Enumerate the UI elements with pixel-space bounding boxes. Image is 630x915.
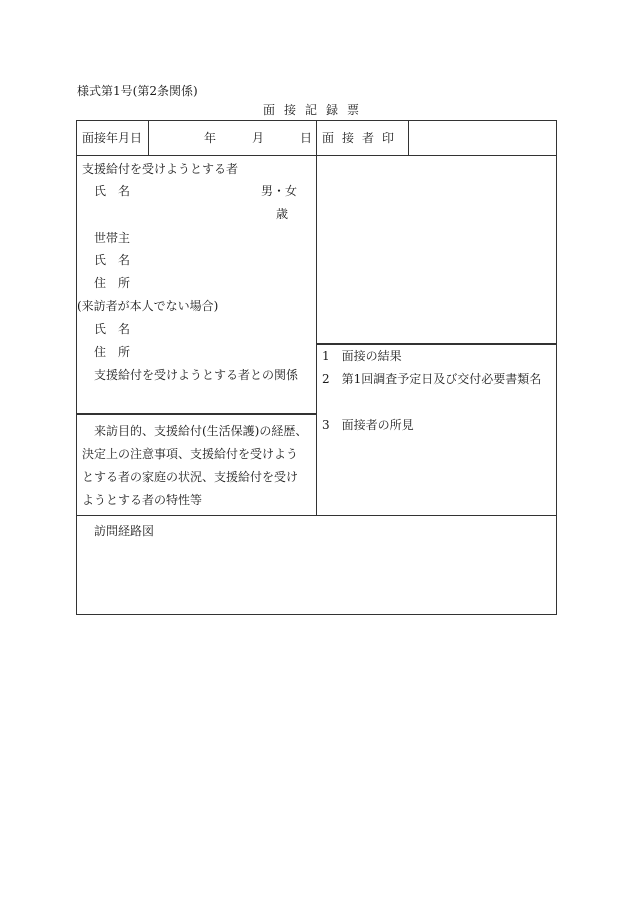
form-id: 様式第1号(第2条関係) xyxy=(77,84,198,98)
table-left-border xyxy=(76,120,77,614)
visitor-address-label: 住所 xyxy=(94,345,143,359)
result-item-2: 2 第1回調査予定日及び交付必要書類名 xyxy=(322,372,542,386)
interview-date-label: 面接年月日 xyxy=(82,131,143,145)
visit-purpose-line-2: 決定上の注意事項、支援給付を受けよう xyxy=(82,447,299,461)
visit-purpose-line-4: ようとする者の特性等 xyxy=(82,493,203,507)
route-map-area[interactable] xyxy=(77,545,555,613)
date-label-divider xyxy=(148,120,149,155)
gender-field[interactable]: 男・女 xyxy=(261,184,298,198)
applicant-heading: 支援給付を受けようとする者 xyxy=(82,162,239,176)
visitor-note: (来訪者が本人でない場合) xyxy=(77,299,219,313)
householder-address-label: 住所 xyxy=(94,276,143,290)
interviewer-seal-field[interactable] xyxy=(409,121,555,154)
result-item-3: 3 面接者の所見 xyxy=(322,418,414,432)
table-right-border xyxy=(556,120,557,614)
result-item-1: 1 面接の結果 xyxy=(322,349,402,363)
day-field[interactable]: 日 xyxy=(300,131,313,145)
month-field[interactable]: 月 xyxy=(252,131,265,145)
householder-name-label: 氏名 xyxy=(94,253,143,267)
interviewer-seal-label: 面接者印 xyxy=(322,131,403,145)
householder-label: 世帯主 xyxy=(94,231,131,245)
year-field[interactable]: 年 xyxy=(204,131,217,145)
visitor-name-label: 氏名 xyxy=(94,322,143,336)
form-title: 面接記録票 xyxy=(263,103,369,117)
relation-label: 支援給付を受けようとする者との関係 xyxy=(94,368,299,382)
route-divider xyxy=(76,515,557,516)
route-map-label: 訪問経路図 xyxy=(94,524,155,538)
visit-purpose-line-3: とする者の家庭の状況、支援給付を受け xyxy=(82,470,299,484)
table-bottom-border xyxy=(76,614,557,615)
seal-area[interactable] xyxy=(317,156,555,342)
visit-purpose-line-1: 来訪目的、支援給付(生活保護)の経歴、 xyxy=(94,424,308,438)
applicant-divider xyxy=(76,413,316,415)
age-unit: 歳 xyxy=(276,207,289,221)
applicant-name-label: 氏名 xyxy=(94,184,143,198)
results-divider xyxy=(316,343,557,345)
